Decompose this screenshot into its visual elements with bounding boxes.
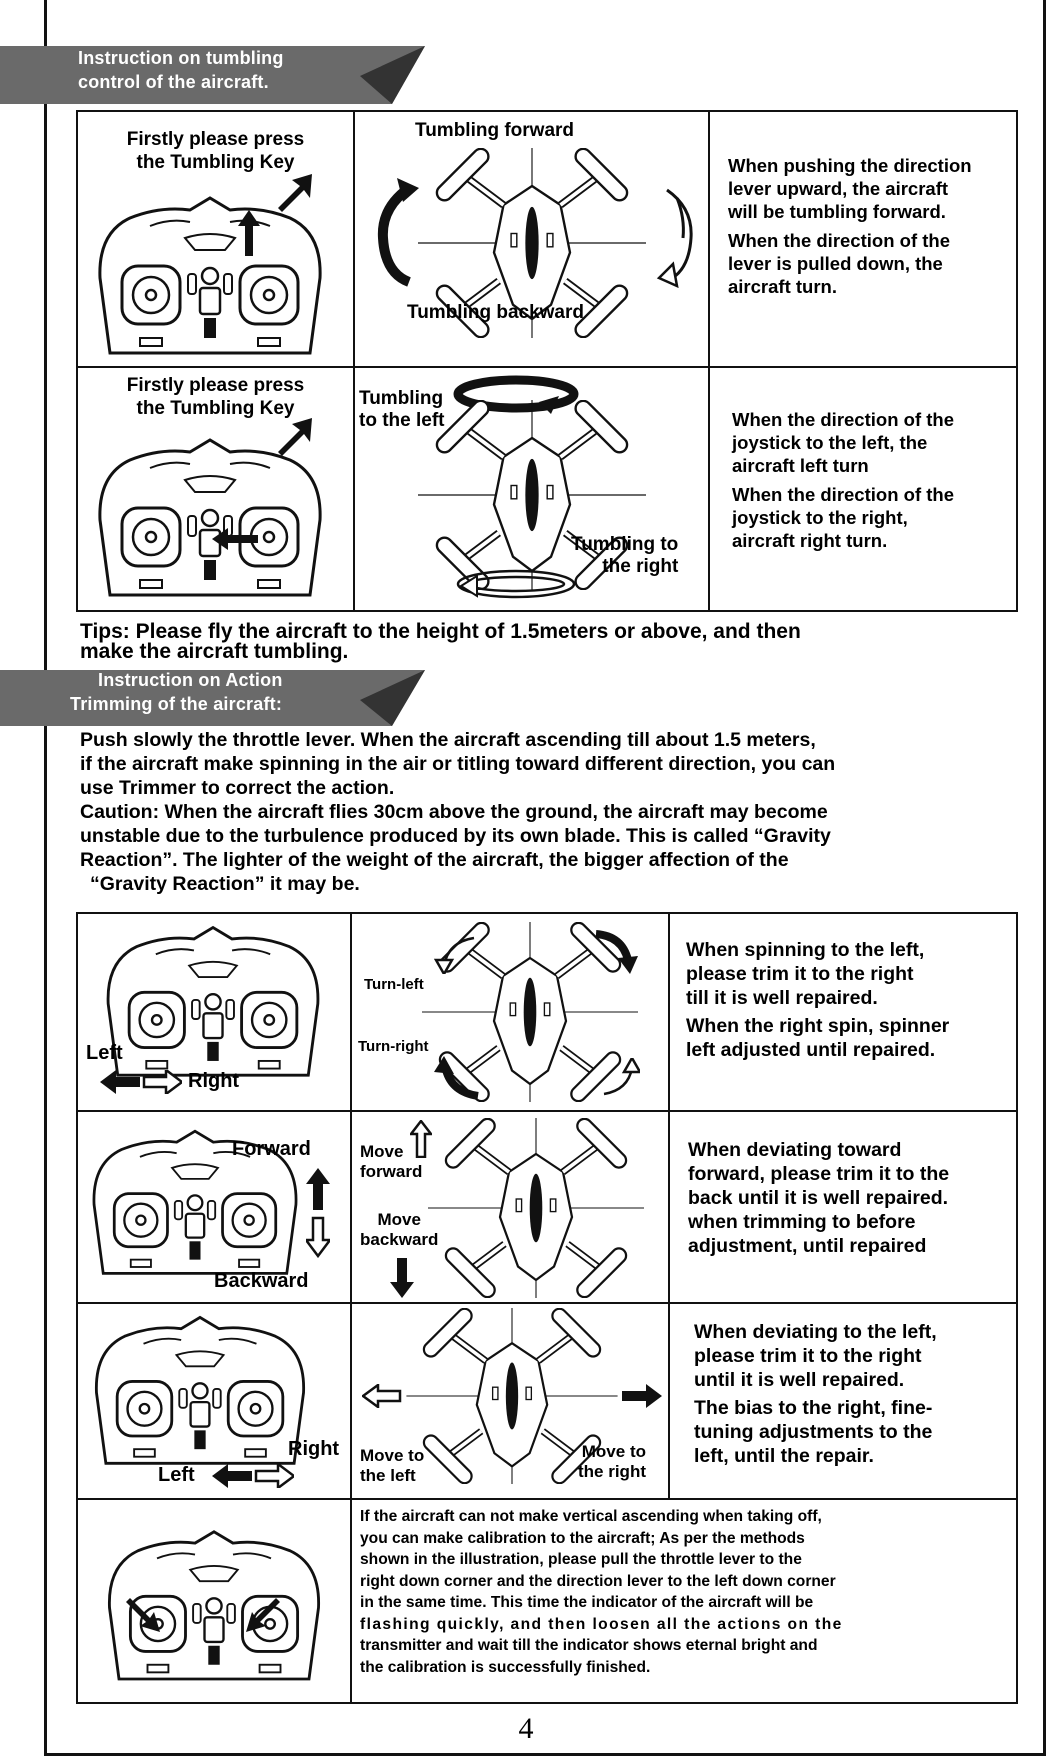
tumbling-backward-label: Tumbling backward <box>407 302 585 323</box>
backward-label: Backward <box>214 1270 309 1292</box>
desc-line: lever upward, the aircraft <box>728 178 949 199</box>
move-left-outline-arrow <box>362 1384 402 1408</box>
forward-label: Forward <box>232 1138 311 1160</box>
remote-caption-line-2: the Tumbling Key <box>136 398 295 419</box>
desc-line: When deviating to the left, <box>694 1321 937 1343</box>
desc-line: till it is well repaired. <box>686 987 878 1009</box>
right-label: Right <box>288 1438 340 1460</box>
stick-up-arrow <box>238 210 260 256</box>
turn-filled-arrow-bottom <box>434 1056 484 1102</box>
desc-line: in the same time. This time the indicator of the aircraft will be <box>360 1594 814 1611</box>
desc-line: When deviating toward <box>688 1139 902 1161</box>
trimming-intro: Push slowly the throttle lever. When the aircraft ascending till about 1.5 meters, if the aircraft make spinning in the air or titling toward different direction, you can use Trimmer to correct the action. Caution: When the aircraft flies 30cm above the ground, the aircraft may become unstable due to the turbulence produced by its own blade. This is called “Gravity Reaction”. The lighter of the weight of the aircraft, the bigger affection of the “Gravity Reaction” it may be. <box>80 729 836 895</box>
desc-line: When the direction of the <box>732 409 954 430</box>
desc-line: When the right spin, spinner <box>686 1015 950 1037</box>
move-left-label: Move to the left <box>360 1446 425 1485</box>
trim-row1-remote-cell <box>78 914 350 1110</box>
tumble-row1-remote-cell <box>78 112 353 366</box>
banner-line-1: Instruction on Action <box>98 670 283 690</box>
rotate-forward-icon <box>655 178 699 288</box>
desc-line: joystick to the right, <box>732 507 908 528</box>
trimming-section-banner <box>0 666 430 730</box>
desc-line: back until it is well repaired. <box>688 1187 949 1209</box>
remote-illustration <box>90 188 330 358</box>
trim-row1-drone-cell <box>352 914 668 1110</box>
turn-left-label: Turn-left <box>364 976 424 993</box>
trim-row3-drone-cell <box>352 1304 668 1498</box>
turn-right-outline-arrow <box>600 1058 640 1098</box>
remote-caption-line-1: Firstly please press <box>126 375 305 396</box>
desc-line: left, until the repair. <box>694 1445 874 1467</box>
desc-line: you can make calibration to the aircraft; As per the methods <box>360 1529 805 1547</box>
tumble-row1-drone-cell <box>355 112 708 366</box>
desc-line: shown in the illustration, please pull the throttle lever to the <box>360 1551 802 1568</box>
move-right-label: Move to the right <box>578 1442 646 1481</box>
right-label: Right <box>188 1070 240 1092</box>
tumbling-section-banner <box>0 40 430 104</box>
desc-line: right down corner and the direction lever to the left down corner <box>360 1572 836 1590</box>
desc-line: will be tumbling forward. <box>728 201 946 222</box>
desc-line: please trim it to the right <box>686 963 914 985</box>
trim-row3-desc <box>694 1320 1019 1468</box>
desc-line: The bias to the right, fine- <box>694 1397 933 1419</box>
banner-line-2: control of the aircraft. <box>78 72 269 92</box>
left-filled-arrow <box>212 1464 252 1488</box>
tumble-row2-desc <box>732 408 1017 552</box>
tumble-row1-desc <box>728 154 1018 298</box>
left-filled-arrow <box>100 1070 140 1094</box>
move-backward-filled-arrow <box>390 1258 414 1298</box>
desc-line: until it is well repaired. <box>694 1369 905 1391</box>
tumble-row2-drone-cell <box>355 368 708 612</box>
trim-row2-desc <box>688 1138 1018 1258</box>
desc-line: flashing quickly, and then loosen all the actions on the <box>360 1615 843 1633</box>
turn-left-outline-arrow <box>434 934 478 974</box>
trim-row4-remote-cell <box>78 1500 350 1702</box>
page-number: 4 <box>518 1712 534 1745</box>
desc-line: joystick to the left, the <box>732 432 928 453</box>
remote-caption-line-2: the Tumbling Key <box>136 152 295 173</box>
tumble-right-rotation-icon <box>451 564 581 604</box>
trim-row2-drone-cell <box>352 1112 668 1302</box>
desc-line: When the direction of the <box>732 484 954 505</box>
up-filled-arrow <box>306 1168 330 1210</box>
remote-illustration <box>98 918 328 1080</box>
desc-line: When spinning to the left, <box>686 939 925 961</box>
turn-right-label: Turn-right <box>358 1038 429 1055</box>
drone-illustration <box>426 1118 646 1298</box>
tumbling-forward-label: Tumbling forward <box>415 120 575 141</box>
remote-caption-line-1: Firstly please press <box>126 129 305 150</box>
move-backward-label: Move backward <box>360 1210 439 1249</box>
turn-filled-arrow-top <box>592 928 638 974</box>
desc-line: when trimming to before <box>688 1211 916 1233</box>
tumble-row2-remote-cell <box>78 368 353 612</box>
desc-line: When the direction of the <box>728 230 950 251</box>
calibration-left-arrow <box>126 1598 160 1632</box>
trim-row3-remote-cell <box>78 1304 350 1498</box>
desc-line: aircraft right turn. <box>732 530 888 551</box>
desc-line: tuning adjustments to the <box>694 1421 933 1443</box>
banner-line-1: Instruction on tumbling <box>78 48 284 68</box>
desc-line: left adjusted until repaired. <box>686 1039 936 1061</box>
desc-line: adjustment, until repaired <box>688 1235 927 1257</box>
rotate-back-icon <box>375 178 419 288</box>
tumbling-left-label: Tumbling to the left <box>359 388 445 431</box>
move-right-filled-arrow <box>622 1384 662 1408</box>
desc-line: forward, please trim it to the <box>688 1163 950 1185</box>
trim-row2-remote-cell <box>78 1112 350 1302</box>
tumbling-table <box>76 110 1018 612</box>
tumbling-key-arrow <box>274 416 314 456</box>
desc-line: When pushing the direction <box>728 155 972 176</box>
desc-line: lever is pulled down, the <box>728 253 943 274</box>
desc-line: please trim it to the right <box>694 1345 922 1367</box>
banner-line-2: Trimming of the aircraft: <box>70 694 283 714</box>
left-label: Left <box>158 1464 195 1486</box>
desc-line: the calibration is successfully finished. <box>360 1658 651 1676</box>
remote-illustration <box>86 1308 314 1468</box>
calibration-right-arrow <box>246 1598 280 1632</box>
right-outline-arrow <box>254 1464 294 1488</box>
right-outline-arrow <box>142 1070 182 1094</box>
stick-left-arrow <box>212 528 258 550</box>
move-forward-label: Move forward <box>360 1142 423 1181</box>
trim-row1-desc <box>686 938 1016 1062</box>
tips-text: Tips: Please fly the aircraft to the height of 1.5meters or above, and then make the aircraft tumbling. <box>80 620 801 663</box>
desc-line: aircraft turn. <box>728 276 837 297</box>
desc-line: aircraft left turn <box>732 455 869 476</box>
trimming-table <box>76 912 1018 1704</box>
desc-line: If the aircraft can not make vertical ascending when taking off, <box>360 1508 822 1525</box>
tumbling-key-arrow <box>274 172 314 212</box>
left-label: Left <box>86 1042 123 1064</box>
trim-row4-desc <box>360 1506 1010 1678</box>
tumbling-right-label: Tumbling to the right <box>571 534 679 577</box>
down-outline-arrow <box>306 1216 330 1258</box>
desc-line: transmitter and wait till the indicator shows eternal bright and <box>360 1637 818 1654</box>
